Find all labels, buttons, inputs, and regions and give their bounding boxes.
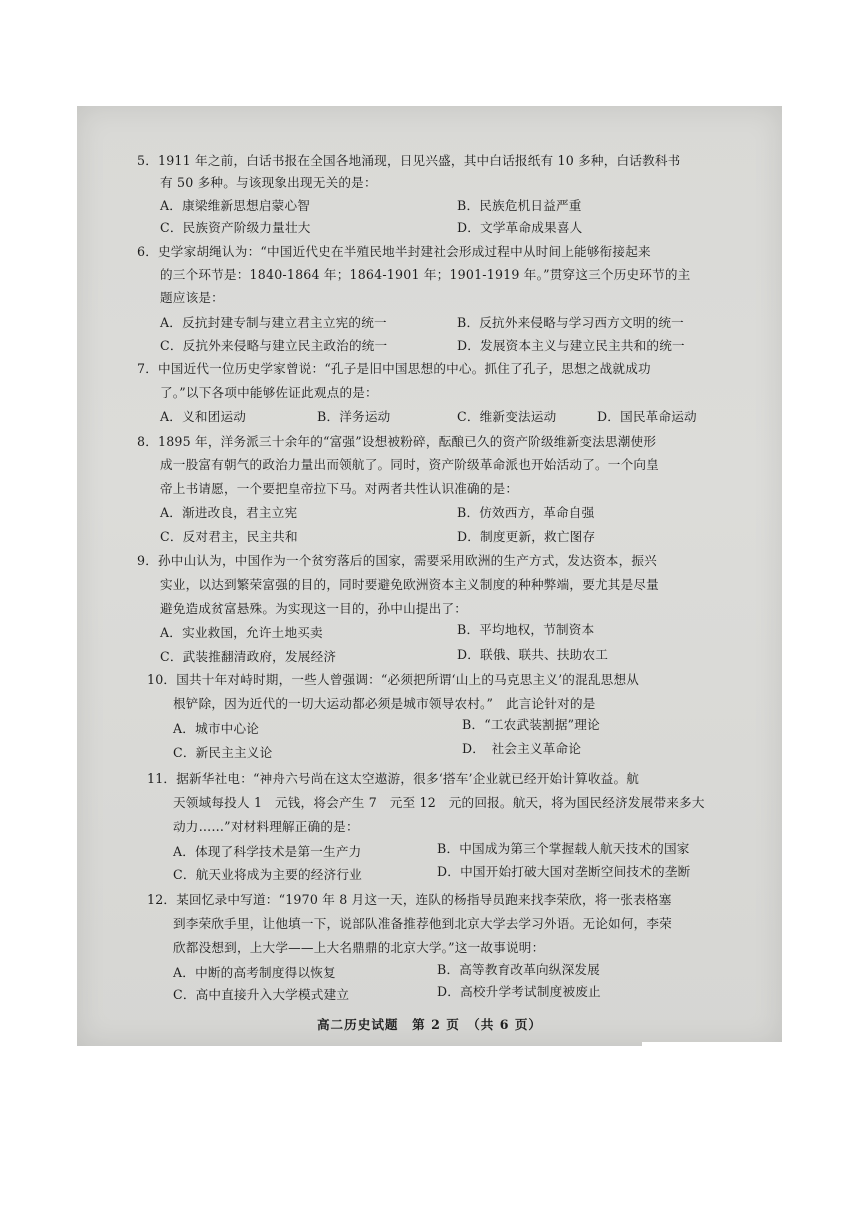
page-footer: 高二历史试题 第 2 页 （共 6 页） (316, 1017, 543, 1032)
question-text-line: 到李荣欣手里，让他填一下，说部队准备推荐他到北京大学去学习外语。无论如何，李荣 (173, 916, 672, 931)
question-text-line: 根铲除，因为近代的一切大运动都必须是城市领导农村。” 此言论针对的是 (173, 696, 596, 711)
option-d: D．中国开始打破大国对垄断空间技术的垄断 (437, 864, 691, 879)
question-text-line: 7．中国近代一位历史学家曾说：“孔子是旧中国思想的中心。抓住了孔子，思想之战就成功 (137, 361, 651, 376)
option-c: C．反对君主，民主共和 (160, 529, 298, 544)
option-c: C．维新变法运动 (457, 409, 557, 424)
question-text-line: 9．孙中山认为，中国作为一个贫穷落后的国家，需要采用欧洲的生产方式，发达资本，振兴 (137, 553, 657, 568)
option-a: A．康梁维新思想启蒙心智 (160, 198, 311, 213)
question-text-line: 天领域每投人 1 元钱，将会产生 7 元至 12 元的回报。航天，将为国民经济发展带来多大 (173, 795, 705, 810)
question-text-line: 了。”以下各项中能够佐证此观点的是： (160, 385, 378, 400)
option-a: A．实业救国，允许土地买卖 (160, 625, 323, 640)
question-text-line: 10．国共十年对峙时期，一些人曾强调：“必须把所谓‘山上的马克思主义’的混乱思想从 (147, 672, 640, 687)
option-b: B．中国成为第三个掌握载人航天技术的国家 (437, 841, 690, 856)
option-d: D．联俄、联共、扶助农工 (457, 647, 609, 662)
question-text-line: 题应该是： (160, 290, 224, 305)
option-d: D．文学革命成果喜人 (457, 220, 583, 235)
exam-page (77, 106, 782, 1046)
question-text-line: 11．据新华社电：“神舟六号尚在这太空遨游，很多‘搭车’企业就已经开始计算收益。航 (147, 771, 640, 786)
question-text-line: 欣都没想到，上大学——上大名鼎鼎的北京大学。”这一故事说明： (173, 940, 545, 955)
option-d: D．国民革命运动 (597, 409, 697, 424)
option-d: D．制度更新，救亡图存 (457, 529, 596, 544)
page-corner (642, 1042, 792, 1052)
option-d: D．发展资本主义与建立民主共和的统一 (457, 338, 685, 353)
option-c: C．新民主主义论 (173, 745, 273, 760)
question-text-line: 动力……”对材料理解正确的是： (173, 819, 359, 834)
question-text-line: 有 50 多种。与该现象出现无关的是： (160, 175, 377, 190)
option-b: B．民族危机日益严重 (457, 198, 582, 213)
option-a: A．反抗封建专制与建立君主立宪的统一 (160, 315, 387, 330)
exam-content (77, 106, 782, 1046)
question-text-line: 避免造成贫富悬殊。为实现这一目的，孙中山提出了： (160, 601, 468, 616)
question-text-line: 的三个环节是：1840-1864 年；1864-1901 年；1901-1919 年。”贯穿这三个历史环节的主 (160, 267, 691, 282)
question-text-line: 5．1911 年之前，白话书报在全国各地涌现，日见兴盛，其中白话报纸有 10 多种，白话教科书 (137, 153, 681, 168)
question-text-line: 12．某回忆录中写道：“1970 年 8 月这一天，连队的杨指导员跑来找李荣欣，将一张表格塞 (147, 892, 672, 907)
option-b: B．平均地权，节制资本 (457, 622, 595, 637)
option-c: C．民族资产阶级力量壮大 (160, 220, 311, 235)
question-text-line: 实业，以达到繁荣富强的目的，同时要避免欧洲资本主义制度的种种弊端，要尤其是尽量 (160, 577, 659, 592)
option-a: A．渐进改良，君主立宪 (160, 505, 298, 520)
option-b: B．洋务运动 (317, 409, 391, 424)
option-c: C．武装推翻清政府，发展经济 (160, 649, 337, 664)
option-b: B．“工农武装割据”理论 (462, 717, 600, 732)
option-b: B．仿效西方，革命自强 (457, 505, 595, 520)
question-text-line: 8．1895 年，洋务派三十余年的“富强”设想被粉碎，酝酿已久的资产阶级维新变法思潮使形 (137, 434, 657, 449)
option-b: B．高等教育改革向纵深发展 (437, 962, 600, 977)
option-c: C．高中直接升入大学模式建立 (173, 987, 350, 1002)
option-a: A．城市中心论 (173, 721, 260, 736)
option-b: B．反抗外来侵略与学习西方文明的统一 (457, 315, 684, 330)
option-a: A．中断的高考制度得以恢复 (173, 965, 336, 980)
question-text-line: 帝上书请愿，一个要把皇帝拉下马。对两者共性认识准确的是： (160, 481, 519, 496)
option-d: D．高校升学考试制度被废止 (437, 984, 601, 999)
question-text-line: 6．史学家胡绳认为：“中国近代史在半殖民地半封建社会形成过程中从时间上能够衔接起来 (137, 244, 651, 259)
option-d: D． 社会主义革命论 (462, 741, 582, 756)
question-text-line: 成一股富有朝气的政治力量出而领航了。同时，资产阶级革命派也开始活动了。一个向皇 (160, 457, 659, 472)
option-a: A．体现了科学技术是第一生产力 (173, 844, 362, 859)
option-c: C．航天业将成为主要的经济行业 (173, 867, 362, 882)
option-c: C．反抗外来侵略与建立民主政治的统一 (160, 338, 388, 353)
option-a: A．义和团运动 (160, 409, 247, 424)
